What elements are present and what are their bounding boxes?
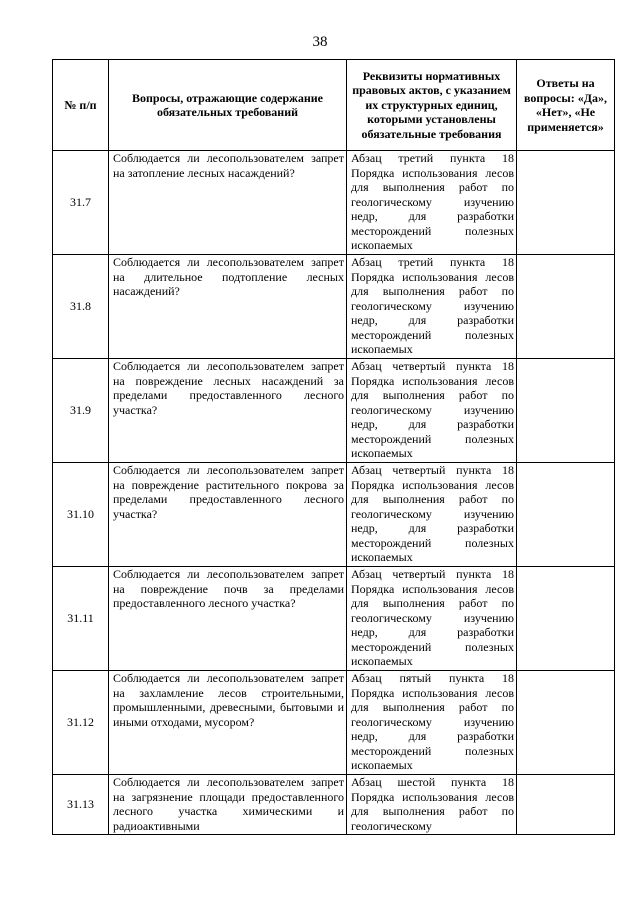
- row-number: 31.10: [53, 463, 109, 567]
- header-answer: Ответы на вопросы: «Да», «Нет», «Не применяется»: [517, 60, 615, 151]
- row-question: Соблюдается ли лесопользователем запрет на повреждение почв за пределами предоставленного лесного участка?: [109, 567, 347, 671]
- row-answer: [517, 463, 615, 567]
- row-requisite: Абзац пятый пункта 18 Порядка использования лесов для выполнения работ по геологическому изучению недр, для разработки месторождений полезных ископаемых: [347, 671, 517, 775]
- row-number: 31.13: [53, 775, 109, 835]
- page-number: 38: [312, 34, 328, 50]
- row-question: Соблюдается ли лесопользователем запрет на захламление лесов строительными, промышленными, древесными, бытовыми и иными отходами, мусором?: [109, 671, 347, 775]
- row-requisite: Абзац четвертый пункта 18 Порядка использования лесов для выполнения работ по геологическому изучению недр, для разработки месторождений полезных ископаемых: [347, 463, 517, 567]
- table-row: [53, 359, 615, 463]
- table-row: [53, 567, 615, 671]
- row-question: Соблюдается ли лесопользователем запрет на повреждение лесных насаждений за пределами предоставленного лесного участка?: [109, 359, 347, 463]
- row-answer: [517, 671, 615, 775]
- row-number: 31.12: [53, 671, 109, 775]
- row-question: Соблюдается ли лесопользователем запрет на затопление лесных насаждений?: [109, 151, 347, 255]
- table-header: [53, 60, 615, 151]
- row-number: 31.7: [53, 151, 109, 255]
- row-requisite: Абзац третий пункта 18 Порядка использования лесов для выполнения работ по геологическому изучению недр, для разработки месторождений полезных ископаемых: [347, 255, 517, 359]
- row-number: 31.8: [53, 255, 109, 359]
- row-answer: [517, 775, 615, 835]
- requirements-table: [52, 59, 615, 835]
- header-question: Вопросы, отражающие содержание обязательных требований: [109, 60, 347, 151]
- table-row: [53, 775, 615, 835]
- row-question: Соблюдается ли лесопользователем запрет на длительное подтопление лесных насаждений?: [109, 255, 347, 359]
- row-question: Соблюдается ли лесопользователем запрет на загрязнение площади предоставленного лесного участка химическими и радиоактивными: [109, 775, 347, 835]
- row-requisite: Абзац четвертый пункта 18 Порядка использования лесов для выполнения работ по геологическому изучению недр, для разработки месторождений полезных ископаемых: [347, 567, 517, 671]
- row-answer: [517, 151, 615, 255]
- header-requisites: Реквизиты нормативных правовых актов, с указанием их структурных единиц, которыми установлены обязательные требования: [347, 60, 517, 151]
- row-answer: [517, 359, 615, 463]
- row-requisite: Абзац четвертый пункта 18 Порядка использования лесов для выполнения работ по геологическому изучению недр, для разработки месторождений полезных ископаемых: [347, 359, 517, 463]
- table-row: [53, 671, 615, 775]
- row-number: 31.11: [53, 567, 109, 671]
- row-answer: [517, 567, 615, 671]
- row-number: 31.9: [53, 359, 109, 463]
- table-row: [53, 255, 615, 359]
- row-question: Соблюдается ли лесопользователем запрет на повреждение растительного покрова за пределами предоставленного лесного участка?: [109, 463, 347, 567]
- row-requisite: Абзац шестой пункта 18 Порядка использования лесов для выполнения работ по геологическому: [347, 775, 517, 835]
- row-requisite: Абзац третий пункта 18 Порядка использования лесов для выполнения работ по геологическому изучению недр, для разработки месторождений полезных ископаемых: [347, 151, 517, 255]
- row-answer: [517, 255, 615, 359]
- table-row: [53, 463, 615, 567]
- header-num: № п/п: [53, 60, 109, 151]
- table-row: [53, 151, 615, 255]
